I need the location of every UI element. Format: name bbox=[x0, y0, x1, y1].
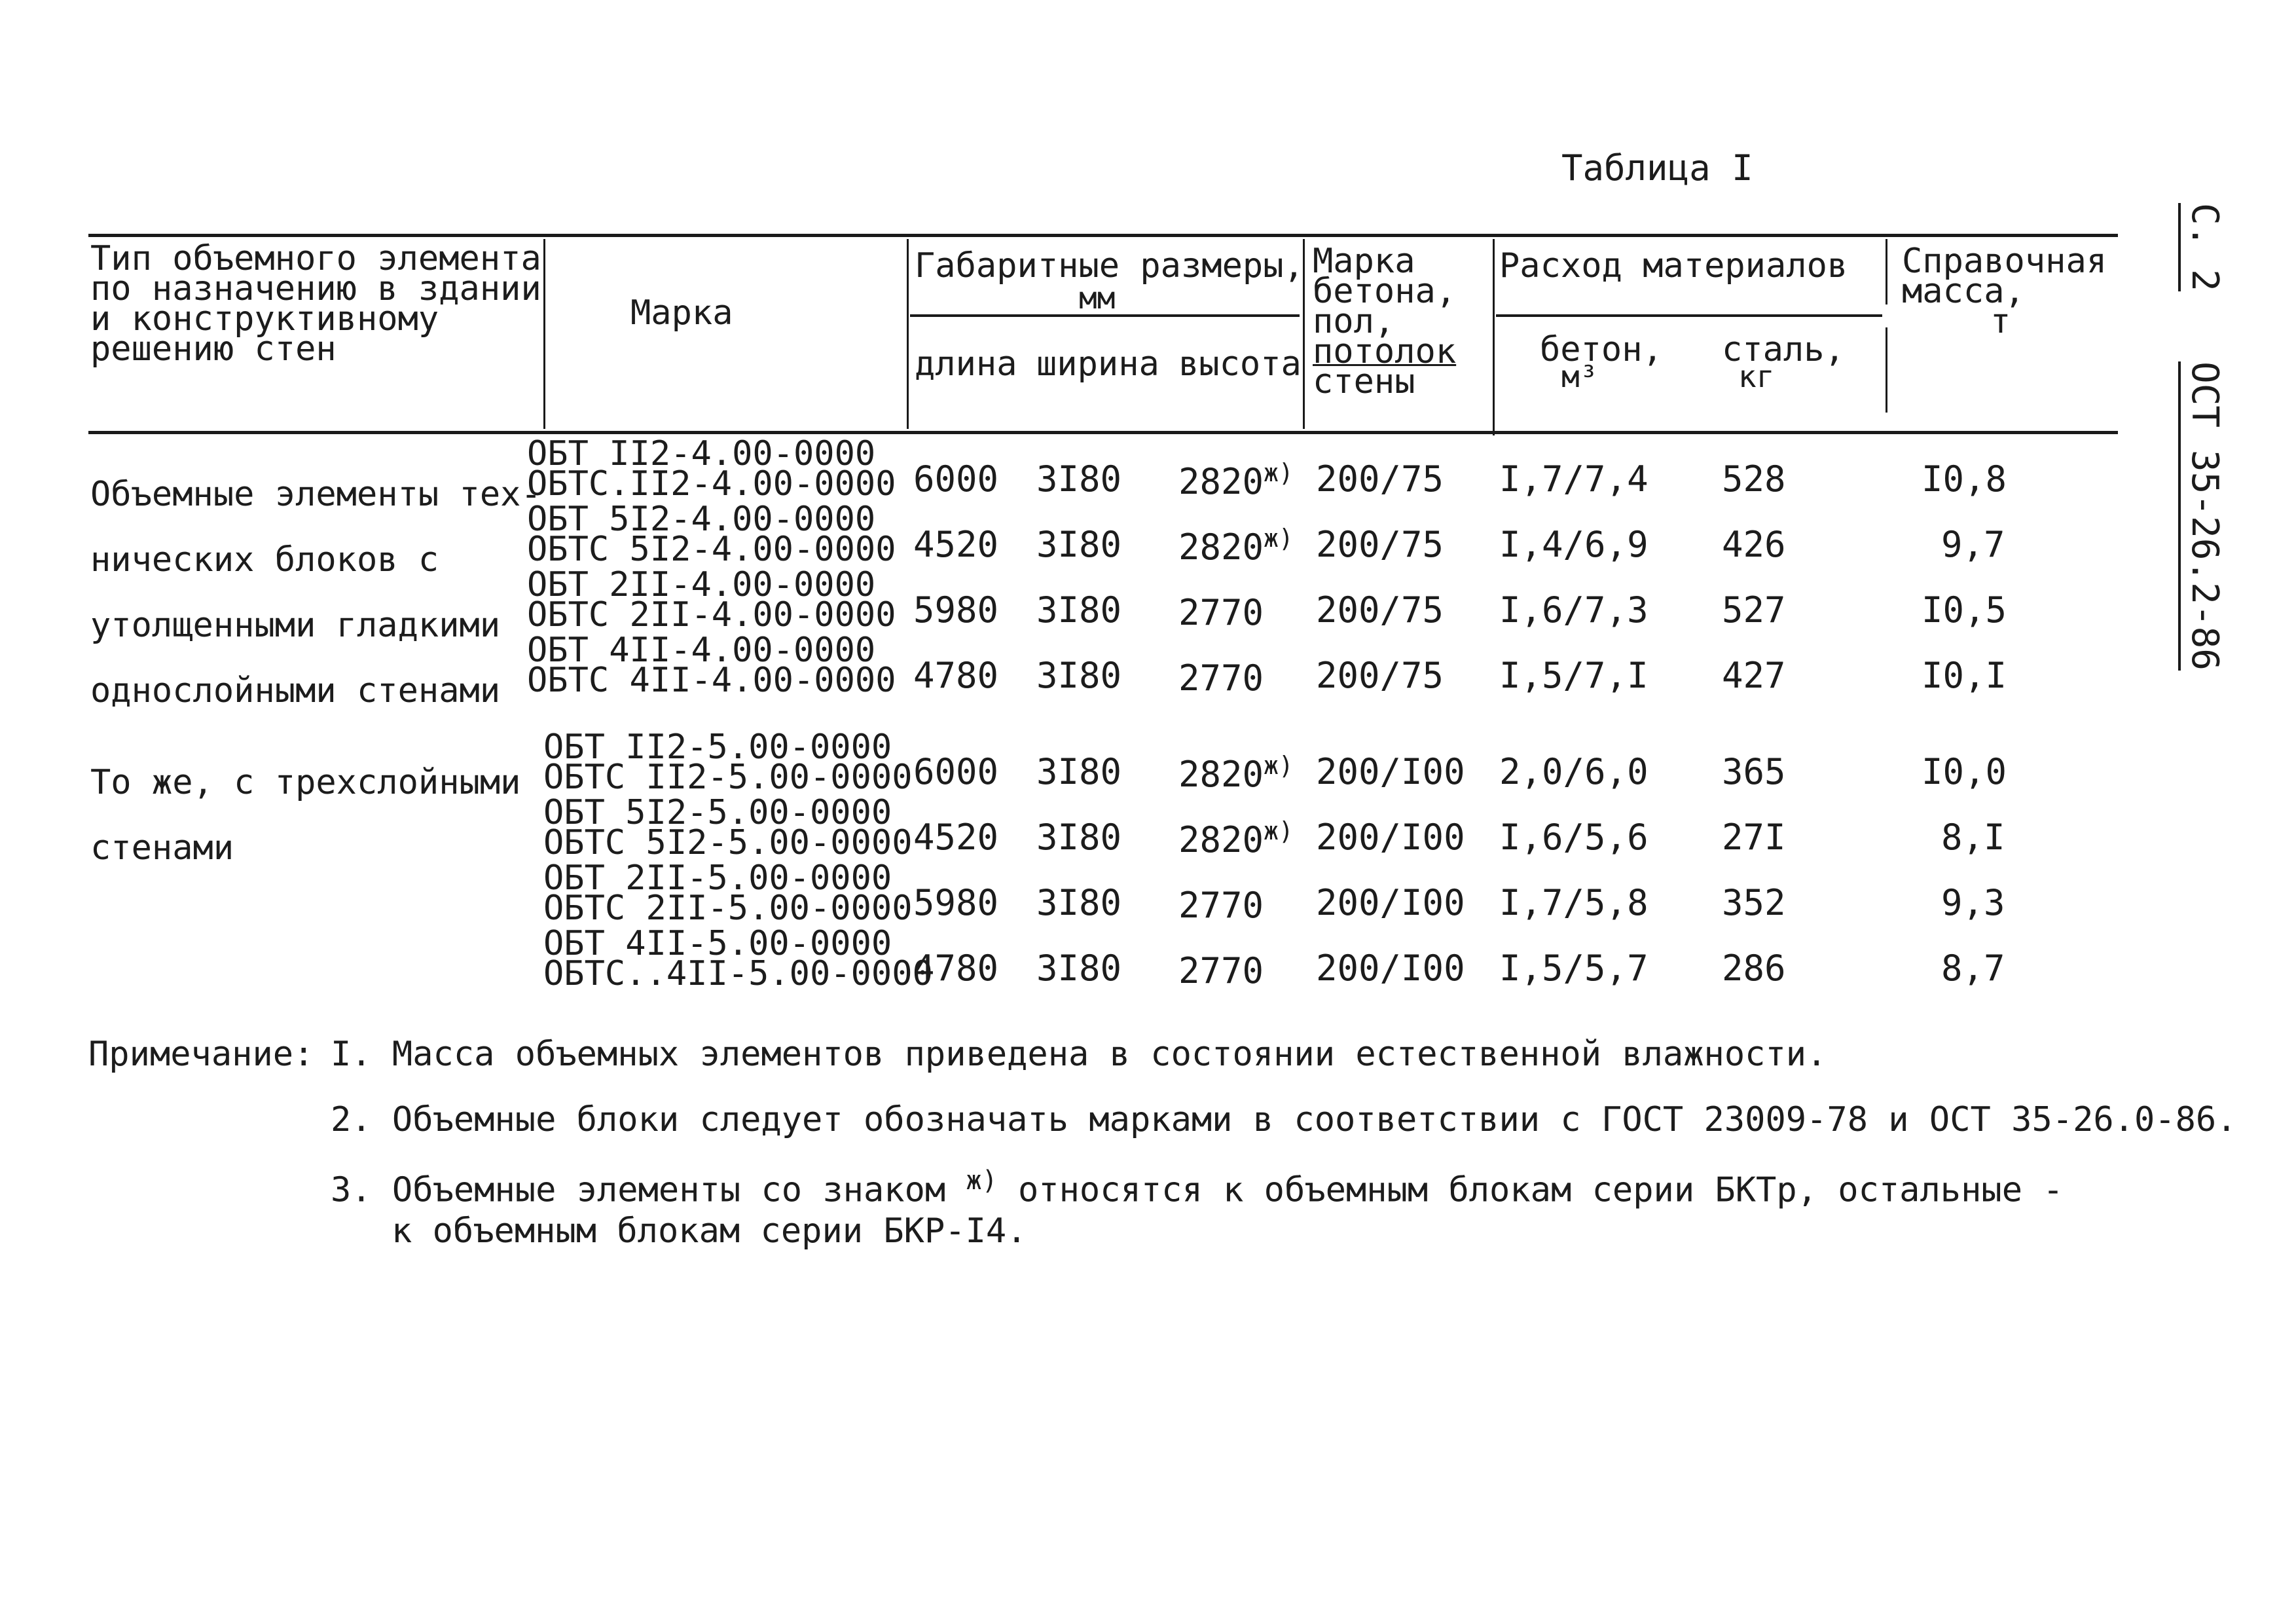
group-1-description bbox=[90, 462, 541, 724]
cell-steel: 286 bbox=[1722, 948, 1786, 989]
note-3-part-1: 3. Объемные элементы со знаком bbox=[331, 1170, 946, 1210]
cell-grade: 200/I00 bbox=[1316, 882, 1465, 923]
cell-grade: 200/75 bbox=[1316, 655, 1444, 696]
header-ref-mass bbox=[1902, 242, 2107, 341]
side-page-label bbox=[2183, 203, 2226, 671]
cell-grade: 200/I00 bbox=[1316, 948, 1465, 989]
cell-height: 2820 bbox=[1178, 526, 1264, 568]
cell-width: 3I80 bbox=[1036, 655, 1122, 696]
cell-concrete: I,7/7,4 bbox=[1499, 458, 1649, 500]
materials-sub-rule bbox=[1496, 314, 1882, 317]
col-divider-4 bbox=[1493, 239, 1495, 435]
note-1: I. Масса объемных элементов приведена в состоянии естественной влажности. bbox=[331, 1035, 1827, 1074]
group-description-line: Объемные элементы тех- bbox=[90, 475, 541, 514]
col-divider-2 bbox=[907, 239, 909, 429]
cell-length: 4780 bbox=[913, 655, 999, 696]
mark-2: ОБТС 4II-4.00-0000 bbox=[527, 661, 896, 700]
header-concrete-grade bbox=[1313, 242, 1457, 401]
col-divider-1 bbox=[543, 239, 545, 429]
header-mark: Марка bbox=[630, 293, 733, 333]
cell-length: 5980 bbox=[913, 589, 999, 631]
cell-width: 3I80 bbox=[1036, 589, 1122, 631]
mark-2: ОБТС 5I2-5.00-0000 bbox=[543, 823, 913, 862]
cell-concrete: I,4/6,9 bbox=[1499, 524, 1649, 565]
header-mass-line: масса, bbox=[1902, 272, 2025, 311]
cell-concrete: I,5/5,7 bbox=[1499, 948, 1649, 989]
cell-concrete: I,6/7,3 bbox=[1499, 589, 1649, 631]
cell-mass: I0,8 bbox=[1922, 458, 2007, 500]
cell-steel: 365 bbox=[1722, 751, 1786, 792]
group-description-line: утолщенными гладкими bbox=[90, 606, 501, 645]
cell-grade: 200/I00 bbox=[1316, 817, 1465, 858]
cell-steel: 426 bbox=[1722, 524, 1786, 565]
cell-width: 3I80 bbox=[1036, 817, 1122, 858]
mark-1: ОБТ 4II-4.00-0000 bbox=[527, 631, 876, 670]
cell-steel: 27I bbox=[1722, 817, 1786, 858]
mark-2: ОБТС 2II-5.00-0000 bbox=[543, 889, 913, 928]
footnote-mark: ж) bbox=[1264, 751, 1294, 780]
mark-1: ОБТ 4II-5.00-0000 bbox=[543, 924, 892, 963]
note-3-part-2: относятся к объемным блокам серии БКТр, остальные - bbox=[1018, 1170, 2064, 1210]
mark-2: ОБТС.II2-4.00-0000 bbox=[527, 464, 896, 504]
cell-mass: 9,7 bbox=[1941, 524, 2005, 565]
header-concrete-vol: бетон, bbox=[1540, 330, 1663, 369]
mark-1: ОБТ II2-5.00-0000 bbox=[543, 728, 892, 767]
cell-concrete: I,6/5,6 bbox=[1499, 817, 1649, 858]
col-divider-5 bbox=[1886, 239, 1887, 304]
table-title: Таблица I bbox=[1561, 147, 1753, 189]
header-materials: Расход материалов bbox=[1499, 246, 1848, 286]
note-3-line-2: к объемным блокам серии БКР-I4. bbox=[392, 1211, 1027, 1251]
cell-grade: 200/I00 bbox=[1316, 751, 1465, 792]
cell-concrete: I,5/7,I bbox=[1499, 655, 1649, 696]
mark-1: ОБТ 5I2-5.00-0000 bbox=[543, 793, 892, 832]
cell-mass: 8,I bbox=[1941, 817, 2005, 858]
mark-1: ОБТ 2II-4.00-0000 bbox=[527, 565, 876, 604]
header-dims-unit: мм bbox=[1079, 280, 1116, 316]
cell-mass: 8,7 bbox=[1941, 948, 2005, 989]
cell-height: 2770 bbox=[1178, 592, 1264, 633]
header-width: ширина bbox=[1036, 344, 1159, 384]
cell-concrete: 2,0/6,0 bbox=[1499, 751, 1649, 792]
page-number: С. 2 bbox=[2178, 203, 2226, 291]
cell-width: 3I80 bbox=[1036, 458, 1122, 500]
header-type bbox=[90, 239, 541, 369]
header-length: длина bbox=[915, 344, 1017, 384]
cell-height: 2770 bbox=[1178, 657, 1264, 699]
cell-steel: 352 bbox=[1722, 882, 1786, 923]
table-header-bottom-rule bbox=[88, 431, 2118, 434]
cell-height: 2770 bbox=[1178, 885, 1264, 926]
header-type-line: Тип объемного элемента bbox=[90, 239, 541, 278]
cell-mass: I0,0 bbox=[1922, 751, 2007, 792]
cell-height: 2820 bbox=[1178, 461, 1264, 502]
note-2: 2. Объемные блоки следует обозначать марками в соответствии с ГОСТ 23009-78 и ОСТ 35-26.0-86. bbox=[331, 1100, 2237, 1139]
mark-2: ОБТС II2-5.00-0000 bbox=[543, 758, 913, 797]
cell-steel: 528 bbox=[1722, 458, 1786, 500]
cell-length: 6000 bbox=[913, 751, 999, 792]
cell-mass: I0,I bbox=[1922, 655, 2007, 696]
cell-grade: 200/75 bbox=[1316, 458, 1444, 500]
notes-label: Примечание: bbox=[88, 1035, 314, 1074]
mark-2: ОБТС 2II-4.00-0000 bbox=[527, 595, 896, 635]
header-grade-line: бетона, bbox=[1313, 272, 1457, 311]
cell-length: 4520 bbox=[913, 817, 999, 858]
header-grade-line: Марка bbox=[1313, 242, 1415, 281]
header-mass-line: Справочная bbox=[1902, 242, 2107, 281]
header-dims: Габаритные размеры, bbox=[915, 246, 1304, 286]
mark-1: ОБТ 2II-5.00-0000 bbox=[543, 858, 892, 898]
cell-height: 2770 bbox=[1178, 950, 1264, 991]
cell-concrete: I,7/5,8 bbox=[1499, 882, 1649, 923]
group-description-line: стенами bbox=[90, 828, 234, 868]
cell-grade: 200/75 bbox=[1316, 589, 1444, 631]
cell-width: 3I80 bbox=[1036, 751, 1122, 792]
cell-grade: 200/75 bbox=[1316, 524, 1444, 565]
cell-mass: 9,3 bbox=[1941, 882, 2005, 923]
header-concrete-unit: м³ bbox=[1561, 359, 1598, 394]
header-type-line: решению стен bbox=[90, 329, 337, 369]
col-divider-5b bbox=[1886, 327, 1887, 413]
cell-height: 2820 bbox=[1178, 819, 1264, 860]
standard-code: ОСТ 35-26.2-86 bbox=[2178, 361, 2226, 671]
cell-length: 4780 bbox=[913, 948, 999, 989]
table-top-rule bbox=[88, 234, 2118, 237]
header-steel: сталь, bbox=[1722, 330, 1845, 369]
header-grade-ceiling: потолок bbox=[1313, 332, 1457, 371]
cell-height: 2820 bbox=[1178, 754, 1264, 795]
cell-steel: 427 bbox=[1722, 655, 1786, 696]
cell-length: 5980 bbox=[913, 882, 999, 923]
footnote-mark: ж) bbox=[1264, 817, 1294, 845]
header-grade-walls: стены bbox=[1313, 362, 1415, 401]
cell-mass: I0,5 bbox=[1922, 589, 2007, 631]
mark-2: ОБТС..4II-5.00-0000 bbox=[543, 954, 933, 993]
mark-2: ОБТС 5I2-4.00-0000 bbox=[527, 530, 896, 569]
footnote-mark: ж) bbox=[1264, 458, 1294, 487]
cell-width: 3I80 bbox=[1036, 524, 1122, 565]
group-description-line: однослойными стенами bbox=[90, 671, 501, 710]
mark-1: ОБТ 5I2-4.00-0000 bbox=[527, 500, 876, 539]
cell-length: 4520 bbox=[913, 524, 999, 565]
header-type-line: и конструктивному bbox=[90, 299, 439, 339]
header-type-line: по назначению в здании bbox=[90, 269, 541, 308]
note-3 bbox=[331, 1166, 2064, 1209]
cell-width: 3I80 bbox=[1036, 948, 1122, 989]
footnote-mark: ж) bbox=[1264, 524, 1294, 553]
cell-length: 6000 bbox=[913, 458, 999, 500]
cell-steel: 527 bbox=[1722, 589, 1786, 631]
header-height: высота bbox=[1178, 344, 1302, 384]
cell-width: 3I80 bbox=[1036, 882, 1122, 923]
mark-1: ОБТ II2-4.00-0000 bbox=[527, 434, 876, 473]
group-2-description bbox=[90, 750, 520, 881]
group-description-line: нических блоков с bbox=[90, 540, 439, 580]
header-steel-unit: кг bbox=[1738, 359, 1775, 394]
group-description-line: То же, с трехслойными bbox=[90, 763, 521, 802]
header-mass-line: т bbox=[1990, 302, 2011, 341]
header-grade-line: пол, bbox=[1313, 302, 1395, 341]
footnote-mark: ж) bbox=[966, 1166, 998, 1196]
